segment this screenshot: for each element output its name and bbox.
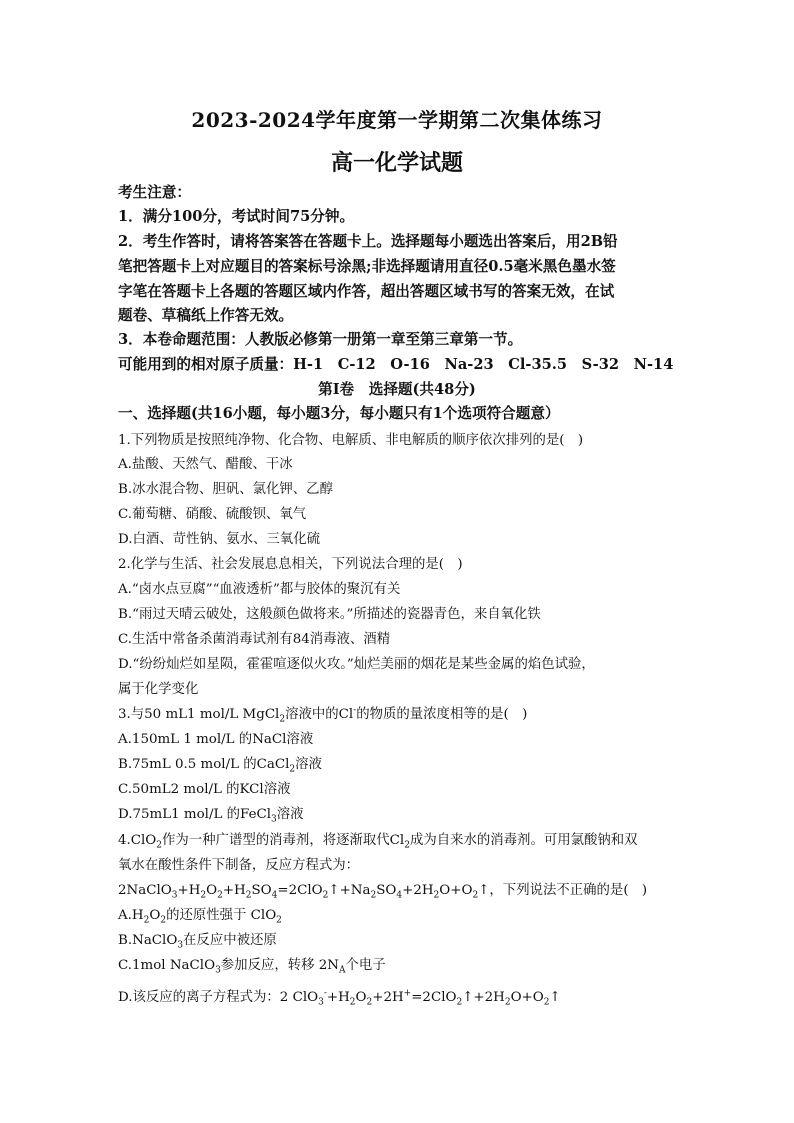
- q4-option-b: B.NaClO$_3$在反应中被还原: [118, 933, 277, 951]
- q4-stem-line-1: 4.ClO$_2$作为一种广谱型的消毒剂，将逐渐取代$Cl_2$成为自来水的消毒剂。可用氯酸钠和双: [118, 833, 638, 851]
- q2-option-d-line-2: 属于化学变化: [118, 682, 199, 697]
- q4-stem-line-2: 氧水在酸性条件下制备，反应方程式为：: [118, 858, 360, 873]
- q2-option-d-line-1: D.“纷纷灿烂如星陨，霍霍喧逐似火攻。”灿烂美丽的烟花是某些金属的焰色试验，: [118, 657, 595, 672]
- q2-option-b: B.“雨过天晴云破处，这般颜色做将来。”所描述的瓷器青色，来自氧化铁: [118, 607, 541, 622]
- q1-option-d: D.白酒、苛性钠、氨水、三氧化硫: [118, 532, 320, 547]
- q3-stem: 3.与50 mL1 mol/L MgCl$_2$溶液中的Cl-的物质的量浓度相等的是( ): [118, 705, 528, 725]
- q1-option-b: B.冰水混合物、胆矾、氯化钾、乙醇: [118, 482, 333, 497]
- q4-option-c: C.1mol NaClO$_3$参加反应，转移 $2N_A$个电子: [118, 958, 386, 976]
- q4-option-d: D.该反应的离子方程式为：2 $ClO_3^-+H_2O_2+2H^+=2ClO_2↑+2H_2O+O_2↑$: [118, 988, 561, 1008]
- q4-option-a: $A.H_2O_2$的还原性强于 ClO$_2$: [118, 908, 282, 926]
- exam-subtitle: 高一化学试题: [330, 150, 463, 176]
- q2-stem: 2.化学与生活、社会发展息息相关，下列说法合理的是( ): [118, 557, 463, 572]
- q1-stem: 1.下列物质是按照纯净物、化合物、电解质、非电解质的顺序依次排列的是( ): [118, 433, 584, 448]
- q4-equation: $2NaClO_3+H_2O_2+H_2SO_4=2ClO_2↑+Na_2SO_4+2H_2O+O_2↑$，下列说法不正确的是( ): [118, 883, 648, 901]
- q3-option-c: C.50mL2 mol/L 的KCl溶液: [118, 782, 291, 797]
- notice-item-2-line-1: 2．考生作答时，请将答案答在答题卡上。选择题每小题选出答案后，用2B铅: [118, 233, 618, 250]
- notice-item-1: 1．满分100分，考试时间75分钟。: [118, 208, 355, 225]
- q3-option-a: A.150mL 1 mol/L 的NaCl溶液: [118, 732, 314, 747]
- notice-item-2-line-2: 笔把答题卡上对应题目的答案标号涂黑;非选择题请用直径0.5毫米黑色墨水签: [118, 258, 616, 275]
- q3-option-d: D.75mL1 mol/L 的FeCl$_3$溶液: [118, 807, 304, 825]
- atomic-masses: 可能用到的相对原子质量：H-1 C-12 O-16 Na-23 Cl-35.5 S-32 N-14: [118, 356, 674, 373]
- q2-option-a: A.“卤水点豆腐”“血液透析”都与胶体的聚沉有关: [118, 582, 401, 597]
- q3-option-b: B.75mL 0.5 mol/L 的CaCl$_2$溶液: [118, 757, 322, 775]
- notice-item-2-line-4: 题卷、草稿纸上作答无效。: [118, 307, 294, 324]
- q2-option-c: C.生活中常备杀菌消毒试剂有84消毒液、酒精: [118, 632, 391, 647]
- notice-heading: 考生注意：: [118, 184, 191, 201]
- notice-item-2-line-3: 字笔在答题卡上各题的答题区域内作答，超出答题区域书写的答案无效，在试: [118, 283, 615, 300]
- notice-item-3: 3．本卷命题范围：人教版必修第一册第一章至第三章第一节。: [118, 331, 523, 348]
- q1-option-a: A.盐酸、天然气、醋酸、干冰: [118, 457, 293, 472]
- exam-title: 2023-2024学年度第一学期第二次集体练习: [191, 108, 603, 132]
- part-title: 一、选择题(共16小题，每小题3分，每小题只有1个选项符合题意）: [118, 405, 560, 422]
- q1-option-c: C.葡萄糖、硝酸、硫酸钡、氧气: [118, 507, 307, 522]
- volume-title: 第Ⅰ卷 选择题(共48分): [318, 381, 476, 398]
